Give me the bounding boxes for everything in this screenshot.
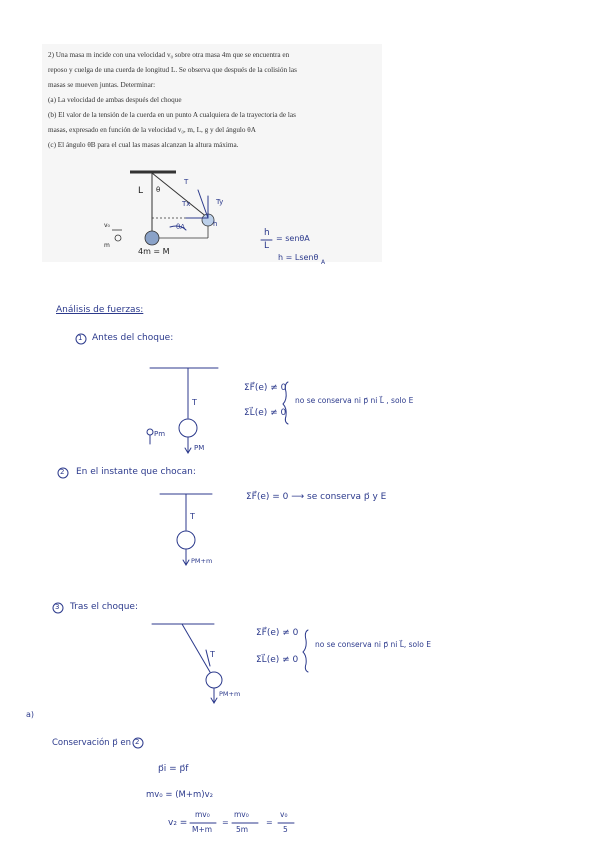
section3-title: Tras el choque: xyxy=(70,602,138,612)
section3-P-label: PM+m xyxy=(219,690,241,698)
equals-sign: = xyxy=(266,818,273,827)
section3-conclusion: no se conserva ni p⃗ ni L⃗, solo E xyxy=(315,640,431,649)
problem-line: 2) Una masa m incide con una velocidad v₀ sobre otra masa 4m que se encuentra en xyxy=(48,51,290,59)
section1-number: 1 xyxy=(78,334,83,342)
section1-eq2: ΣL⃗(e) ≠ 0 xyxy=(244,408,287,418)
ratio-rhs: = senθA xyxy=(276,234,310,243)
figure-mass-label: 4m = M xyxy=(138,247,170,256)
figure-thetaA-label: θA xyxy=(176,223,186,231)
problem-line: masas se mueven juntas. Determinar: xyxy=(48,81,156,89)
problem-line: (b) El valor de la tensión de la cuerda en un punto A cualquiera de la trayectoria de las xyxy=(48,111,296,119)
fraction1-numerator: mv₀ xyxy=(195,810,210,819)
h-equation: h = Lsenθ xyxy=(278,253,319,262)
section2-T-label: T xyxy=(190,512,195,521)
figure-Ty-label: Ty xyxy=(216,198,224,206)
section3-eq2: ΣL⃗(e) ≠ 0 xyxy=(256,655,299,665)
ratio-denominator: L xyxy=(264,241,270,251)
h-equation-sub: A xyxy=(321,259,326,266)
figure-L-label: L xyxy=(138,186,144,196)
figure-v0-label: v₀ xyxy=(104,222,110,229)
notes-heading: Análisis de fuerzas: xyxy=(56,305,144,315)
equals-sign: = xyxy=(222,818,229,827)
section1-T-label: T xyxy=(192,398,197,407)
section1-conclusion: no se conserva ni p⃗ ni L⃗ , solo E xyxy=(295,396,414,405)
section1-title: Antes del choque: xyxy=(92,333,174,343)
section2-title: En el instante que chocan: xyxy=(76,467,196,477)
section1-PM-label: PM xyxy=(194,444,205,452)
section3-eq1: ΣF⃗(e) ≠ 0 xyxy=(256,628,299,638)
section1-eq1: ΣF⃗(e) ≠ 0 xyxy=(244,383,287,393)
fraction3-denominator: 5 xyxy=(283,825,288,834)
figure-h-label: h xyxy=(213,220,218,228)
figure-theta-label: θ xyxy=(156,186,161,194)
part-a-label: a) xyxy=(26,710,35,719)
problem-line: reposo y cuelga de una cuerda de longitud L. Se observa que después de la colisión las xyxy=(48,66,297,74)
problem-line: (a) La velocidad de ambas después del choque xyxy=(48,96,182,104)
fraction2-numerator: mv₀ xyxy=(234,810,249,819)
fraction1-denominator: M+m xyxy=(192,825,213,834)
part-a-circle-number: 2 xyxy=(135,738,140,746)
ratio-numerator: h xyxy=(264,228,270,238)
part-a-title: Conservación p⃗ en xyxy=(52,738,131,748)
section3-T-label: T xyxy=(210,650,215,659)
part-a-eq3-lhs: v₂ = xyxy=(168,818,188,828)
part-a-eq2: mv₀ = (M+m)v₂ xyxy=(146,790,214,800)
section2-number: 2 xyxy=(60,468,65,476)
part-a-eq1: p⃗i = p⃗f xyxy=(158,764,189,774)
figure-T-label: T xyxy=(184,178,189,186)
section2-P-label: PM+m xyxy=(191,557,213,565)
figure-m-label: m xyxy=(104,242,110,249)
figure-Tx-label: Tx xyxy=(182,200,191,208)
fraction2-denominator: 5m xyxy=(236,825,249,834)
problem-line: masas, expresado en función de la velocidad v₀, m, L, g y del ángulo θA xyxy=(48,126,256,134)
problem-line: (c) El ángulo θB para el cual las masas alcanzan la altura máxima. xyxy=(48,141,239,149)
section3-number: 3 xyxy=(55,603,60,611)
section2-eq: ΣF⃗(e) = 0 ⟶ se conserva p⃗ y E xyxy=(246,492,387,502)
section1-Pm-label: Pm xyxy=(154,430,166,438)
fraction3-numerator: v₀ xyxy=(280,810,288,819)
